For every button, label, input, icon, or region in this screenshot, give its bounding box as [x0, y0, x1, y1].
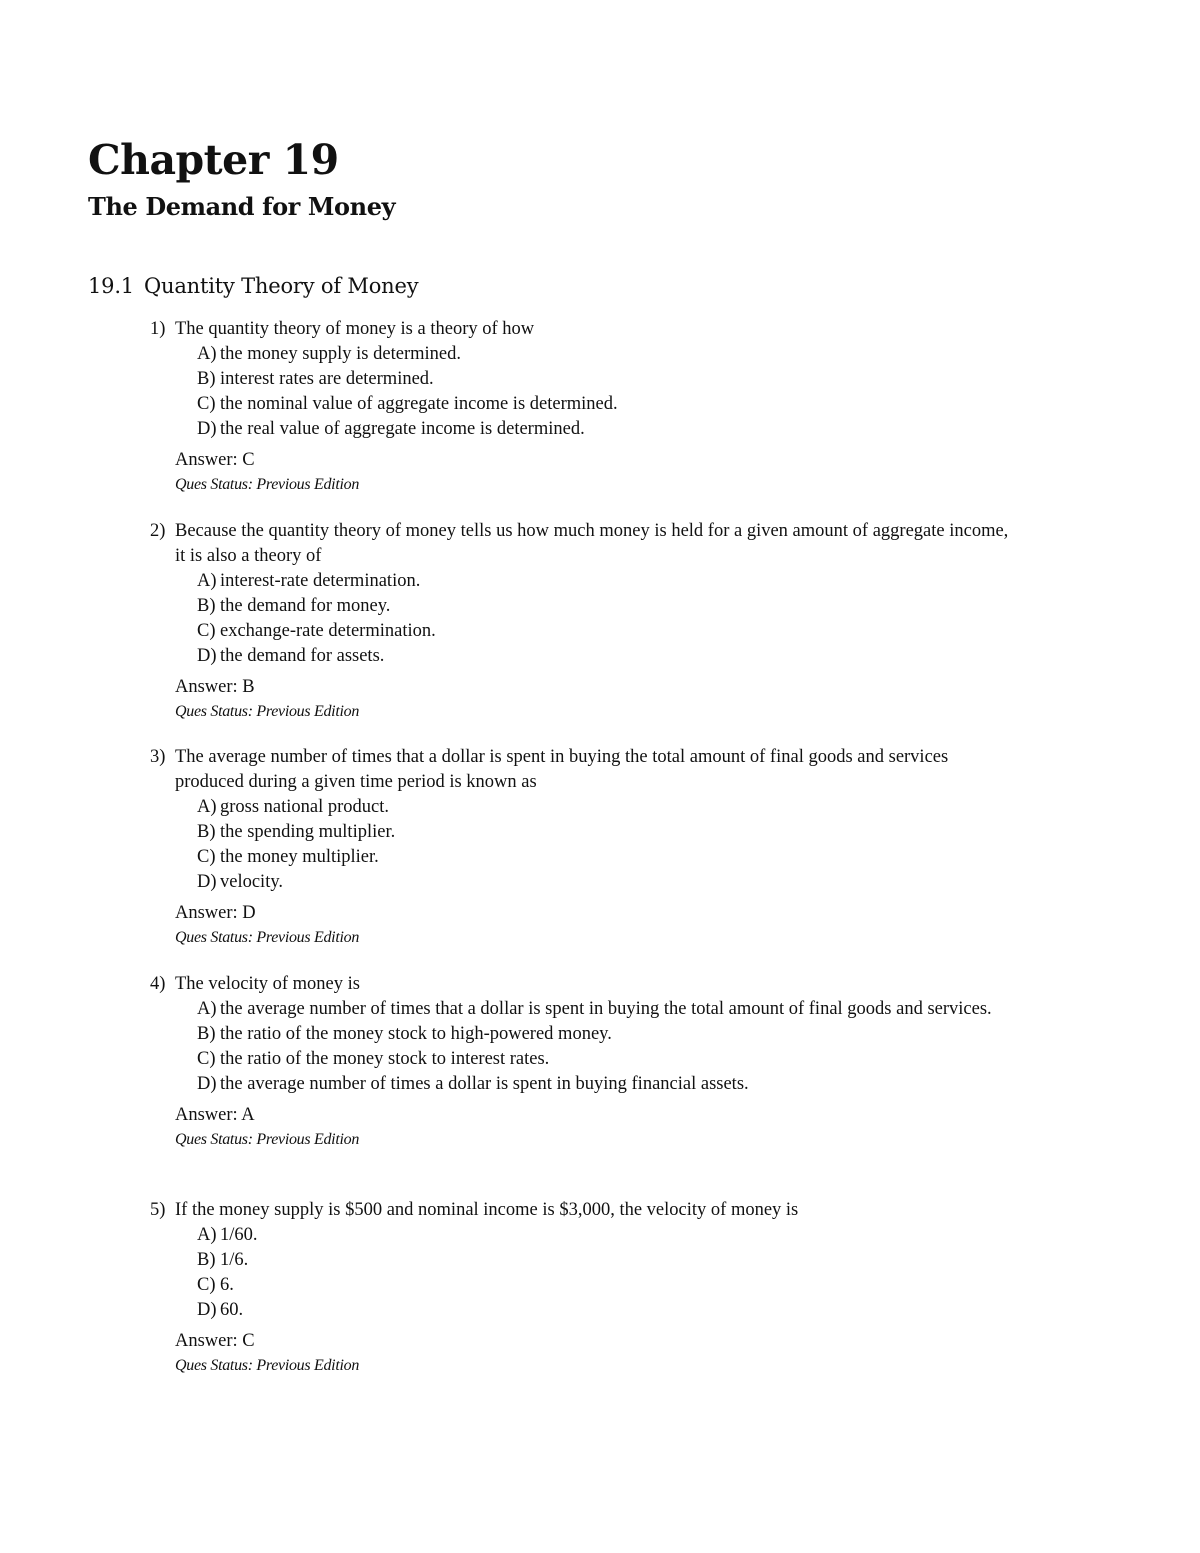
question-5	[150, 1198, 1010, 1378]
option-d	[197, 870, 1010, 895]
option-d	[197, 417, 1010, 442]
option-label: C)	[197, 847, 216, 867]
question-status: Ques Status: Previous Edition	[175, 476, 360, 493]
option-label: A)	[197, 571, 217, 591]
option-text: the average number of times that a dollar is spent in buying the total amount of final goods and services.	[220, 999, 992, 1019]
option-text: interest rates are determined.	[220, 369, 434, 389]
option-text: 60.	[220, 1300, 244, 1320]
answer-line: Answer: B	[175, 677, 255, 697]
question-number: 5)	[150, 1200, 166, 1220]
option-label: A)	[197, 1225, 217, 1245]
option-c	[197, 1273, 1010, 1298]
question-text: The quantity theory of money is a theory of how	[175, 319, 535, 339]
option-list	[150, 795, 1010, 895]
option-text: the real value of aggregate income is determined.	[220, 419, 585, 439]
option-list	[150, 1223, 1010, 1323]
question-stem	[150, 317, 1010, 342]
question-text: The velocity of money is	[175, 974, 360, 994]
option-text: the demand for assets.	[220, 646, 385, 666]
option-label: B)	[197, 369, 216, 389]
option-label: C)	[197, 1049, 216, 1069]
question-status: Ques Status: Previous Edition	[175, 1131, 360, 1148]
option-a	[197, 342, 1010, 367]
option-label: B)	[197, 596, 216, 616]
option-c	[197, 845, 1010, 870]
option-text: 1/6.	[220, 1250, 249, 1270]
question-status: Ques Status: Previous Edition	[175, 703, 360, 720]
option-text: the nominal value of aggregate income is determined.	[220, 394, 618, 414]
option-a	[197, 1223, 1010, 1248]
question-number: 3)	[150, 747, 166, 767]
option-d	[197, 644, 1010, 669]
option-a	[197, 795, 1010, 820]
section-number: 19.1	[88, 274, 134, 298]
option-label: B)	[197, 822, 216, 842]
question-number: 1)	[150, 319, 166, 339]
option-d	[197, 1072, 1010, 1097]
option-text: velocity.	[220, 872, 284, 892]
question-status: Ques Status: Previous Edition	[175, 1357, 360, 1374]
option-list	[150, 342, 1010, 442]
option-b	[197, 820, 1010, 845]
section-title: Quantity Theory of Money	[144, 274, 419, 298]
option-label: A)	[197, 344, 217, 364]
question-number: 2)	[150, 521, 166, 541]
option-text: gross national product.	[220, 797, 390, 817]
question-text: If the money supply is $500 and nominal income is $3,000, the velocity of money is	[175, 1200, 799, 1220]
chapter-title: Chapter 19	[88, 136, 339, 184]
option-label: D)	[197, 872, 217, 892]
option-label: D)	[197, 1300, 217, 1320]
option-label: C)	[197, 1275, 216, 1295]
option-b	[197, 367, 1010, 392]
option-a	[197, 997, 1010, 1022]
option-label: C)	[197, 621, 216, 641]
option-text: 1/60.	[220, 1225, 258, 1245]
question-stem	[150, 745, 1010, 795]
option-label: D)	[197, 1074, 217, 1094]
option-c	[197, 1047, 1010, 1072]
option-label: A)	[197, 999, 217, 1019]
question-stem	[150, 1198, 1010, 1223]
option-b	[197, 1248, 1010, 1273]
option-b	[197, 594, 1010, 619]
option-text: exchange-rate determination.	[220, 621, 436, 641]
option-b	[197, 1022, 1010, 1047]
option-text: the money multiplier.	[220, 847, 379, 867]
question-3	[150, 745, 1010, 950]
option-label: B)	[197, 1250, 216, 1270]
option-a	[197, 569, 1010, 594]
option-label: D)	[197, 419, 217, 439]
question-4	[150, 972, 1010, 1152]
chapter-subtitle: The Demand for Money	[88, 192, 396, 221]
answer-line: Answer: C	[175, 1331, 255, 1351]
option-d	[197, 1298, 1010, 1323]
option-text: the demand for money.	[220, 596, 391, 616]
option-text: the spending multiplier.	[220, 822, 396, 842]
option-text: the ratio of the money stock to high-powered money.	[220, 1024, 612, 1044]
option-text: the average number of times a dollar is spent in buying financial assets.	[220, 1074, 749, 1094]
option-list	[150, 569, 1010, 669]
option-text: the money supply is determined.	[220, 344, 461, 364]
answer-line: Answer: D	[175, 903, 256, 923]
question-stem	[150, 972, 1010, 997]
question-text: The average number of times that a dollar is spent in buying the total amount of final goods and services produced during a given time period is known as	[175, 747, 949, 792]
question-stem	[150, 519, 1010, 569]
question-number: 4)	[150, 974, 166, 994]
question-1	[150, 317, 1010, 497]
option-label: A)	[197, 797, 217, 817]
option-text: 6.	[220, 1275, 234, 1295]
answer-line: Answer: C	[175, 450, 255, 470]
question-status: Ques Status: Previous Edition	[175, 929, 360, 946]
option-text: the ratio of the money stock to interest rates.	[220, 1049, 550, 1069]
option-text: interest-rate determination.	[220, 571, 421, 591]
option-label: D)	[197, 646, 217, 666]
option-label: C)	[197, 394, 216, 414]
question-text: Because the quantity theory of money tells us how much money is held for a given amount of aggregate income, it is also a theory of	[175, 521, 1009, 566]
section-heading	[88, 270, 418, 302]
option-c	[197, 619, 1010, 644]
option-list	[150, 997, 1010, 1097]
option-label: B)	[197, 1024, 216, 1044]
question-2	[150, 519, 1010, 724]
answer-line: Answer: A	[175, 1105, 255, 1125]
option-c	[197, 392, 1010, 417]
